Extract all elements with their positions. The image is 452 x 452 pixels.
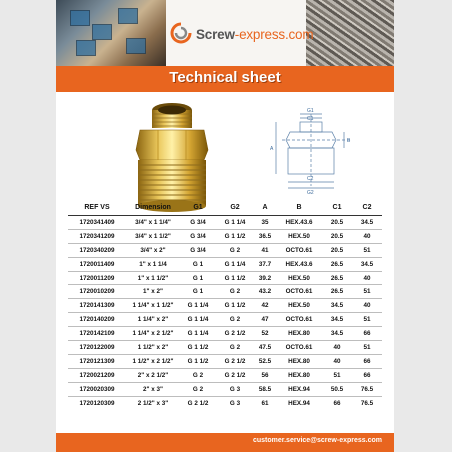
table-cell: G 1 1/2 [216,271,254,285]
table-cell: 52.5 [254,354,276,368]
table-cell: 20.5 [322,229,352,243]
table-cell: 41 [254,243,276,257]
table-cell: 50.5 [322,382,352,396]
table-cell: G 3 [216,382,254,396]
table-cell: 1720021209 [68,368,126,382]
table-cell: 1720341209 [68,229,126,243]
table-cell: 47.5 [254,341,276,355]
table-cell: 43.2 [254,285,276,299]
table-cell: OCTO.61 [276,313,322,327]
col-c2: C2 [352,199,382,216]
table-row [68,341,382,355]
table-header-row [68,199,382,216]
table-cell: G 3/4 [180,216,216,230]
drawing-label-a: A [270,146,274,152]
table-cell: G 1 1/4 [180,327,216,341]
table-cell: 1 1/2" x 2 1/2" [126,354,180,368]
table-cell: 20.5 [322,216,352,230]
table-cell: 66 [352,327,382,341]
table-cell: G 1 1/4 [216,216,254,230]
table-cell: 34.5 [322,313,352,327]
table-cell: 1720142109 [68,327,126,341]
table-cell: G 1 1/2 [180,354,216,368]
tools-photo [56,0,166,66]
table-cell: G 2 [216,313,254,327]
table-row [68,285,382,299]
table-cell: 26.5 [322,257,352,271]
table-cell: OCTO.61 [276,341,322,355]
table-cell: 1" x 2" [126,285,180,299]
brand-logo [196,27,313,42]
table-cell: 1 1/4" x 1 1/2" [126,299,180,313]
col-dimension: Dimension [126,199,180,216]
table-row [68,313,382,327]
table-cell: HEX.50 [276,299,322,313]
table-cell: 40 [352,271,382,285]
table-cell: 51 [352,341,382,355]
table-cell: HEX.50 [276,271,322,285]
col-g1: G1 [180,199,216,216]
table-row [68,368,382,382]
table-cell: 56 [254,368,276,382]
table-cell: HEX.43.6 [276,257,322,271]
table-cell: 3/4" x 1 1/2" [126,229,180,243]
table-cell: 1720340209 [68,243,126,257]
table-cell: 1720122009 [68,341,126,355]
table-cell: 2" x 2 1/2" [126,368,180,382]
table-cell: 1720011209 [68,271,126,285]
table-cell: 1720141309 [68,299,126,313]
table-cell: G 2 [216,341,254,355]
table-cell: 39.2 [254,271,276,285]
table-row [68,229,382,243]
spec-table [68,199,382,409]
table-row [68,396,382,409]
table-cell: 37.7 [254,257,276,271]
table-cell: 26.5 [322,285,352,299]
table-cell: 20.5 [322,243,352,257]
technical-sheet-page [56,0,394,452]
table-cell: 34.5 [322,299,352,313]
table-cell: G 3 [229,399,241,407]
col-b: B [276,199,322,216]
drawing-label-g1: G1 [307,108,314,114]
header-banner [56,0,394,66]
table-cell: 66 [352,354,382,368]
table-cell: 47 [254,313,276,327]
table-cell: 1720140209 [68,313,126,327]
table-cell: 2 1/2" x 3" [137,399,169,407]
table-cell: HEX.80 [276,354,322,368]
table-cell: 40 [352,229,382,243]
table-cell: G 2 1/2 [216,327,254,341]
table-cell: G 1 [180,271,216,285]
col-c1: C1 [322,199,352,216]
table-cell: G 1 1/2 [180,341,216,355]
table-cell: HEX.43.6 [276,216,322,230]
table-cell: 51 [322,368,352,382]
table-cell: 3/4" x 1 1/4" [126,216,180,230]
brand-domain: -express.com [234,27,314,42]
table-cell: G 1 [180,285,216,299]
table-cell: HEX.94 [288,399,310,407]
table-cell: 1 1/2" x 2" [126,341,180,355]
table-cell: G 2 1/2 [216,368,254,382]
table-row [68,354,382,368]
table-cell: 76.5 [352,382,382,396]
table-cell: G 2 [216,285,254,299]
drawing-label-b: B [347,138,351,144]
table-cell: G 1 1/4 [180,313,216,327]
drawing-label-g2: G2 [307,190,314,196]
table-cell: 1720121309 [68,354,126,368]
table-cell: HEX.80 [276,368,322,382]
table-row [68,243,382,257]
table-row [68,382,382,396]
table-cell: 3/4" x 2" [126,243,180,257]
table-cell: 1720020309 [68,382,126,396]
table-cell: 66 [333,399,341,407]
col-ref: REF VS [68,199,126,216]
table-cell: 36.5 [254,229,276,243]
table-cell: 51 [352,243,382,257]
table-cell: HEX.94 [276,382,322,396]
table-cell: G 3/4 [180,243,216,257]
table-row [68,299,382,313]
table-cell: G 1 1/2 [216,229,254,243]
table-cell: G 2 [216,243,254,257]
table-cell: HEX.50 [276,229,322,243]
table-cell: 1720341409 [68,216,126,230]
table-cell: 1720120309 [79,399,115,407]
screws-photo [306,0,394,66]
table-cell: 1" x 1 1/2" [126,271,180,285]
drawing-label-c2: C2 [307,176,314,182]
table-cell: HEX.80 [276,327,322,341]
page-title: Technical sheet [169,69,281,86]
table-cell: 1 1/4" x 2 1/2" [126,327,180,341]
technical-drawing [262,100,372,196]
table-cell: OCTO.61 [276,243,322,257]
table-cell: 34.5 [352,257,382,271]
table-cell: G 1 1/4 [180,299,216,313]
table-row [68,327,382,341]
table-cell: 1" x 1 1/4 [126,257,180,271]
table-cell: G 1 1/4 [216,257,254,271]
table-cell: G 2 1/2 [187,399,209,407]
logo-swirl-icon [170,22,192,44]
table-cell: 35 [254,216,276,230]
table-cell: 76.5 [360,399,374,407]
table-cell: 52 [254,327,276,341]
table-cell: 40 [322,341,352,355]
table-cell: G 3/4 [180,229,216,243]
table-cell: 1 1/4" x 2" [126,313,180,327]
table-cell: 1720010209 [68,285,126,299]
footer-bar [56,433,394,452]
table-row [68,271,382,285]
brand-name: Screw [196,27,235,42]
table-cell: 61 [261,399,269,407]
table-cell: G 2 [180,368,216,382]
table-cell: 1720011409 [68,257,126,271]
table-cell: 58.5 [254,382,276,396]
contact-email: customer.service@screw-express.com [252,437,382,444]
title-bar [56,66,394,92]
table-cell: 66 [352,368,382,382]
table-cell: 42 [254,299,276,313]
table-cell: 51 [352,285,382,299]
col-a: A [254,199,276,216]
col-g2: G2 [216,199,254,216]
table-cell: G 1 1/2 [216,299,254,313]
drawing-label-c1: C1 [307,116,314,122]
table-cell: G 2 1/2 [216,354,254,368]
table-cell: 51 [352,313,382,327]
table-cell: 40 [352,299,382,313]
table-cell: 34.5 [322,327,352,341]
table-row [68,257,382,271]
table-cell: G 1 [180,257,216,271]
table-cell: OCTO.61 [276,285,322,299]
table-cell: 34.5 [352,216,382,230]
table-row [68,216,382,230]
table-cell: 40 [322,354,352,368]
table-cell: 26.5 [322,271,352,285]
table-cell: 2" x 3" [126,382,180,396]
table-cell: G 2 [180,382,216,396]
